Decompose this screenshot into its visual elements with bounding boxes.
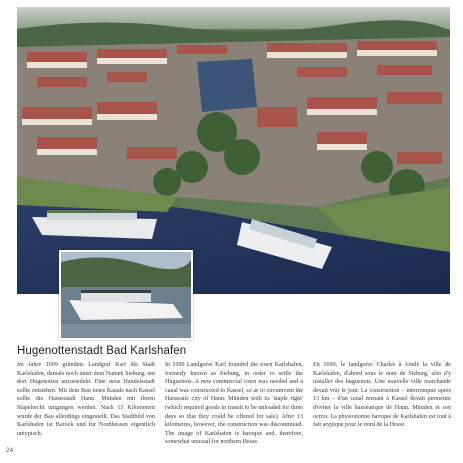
text-column-french: En 1699, le landgrave Charles à fondé la ville de Karlshafen, d'abord sous le nom de Sieburg, afin d'y installer des huguenots. Une nouvelle ville marchande devait voir le jour. La construction – interrompue après 13 km – d'un canal menant à Kassel devait permettre d'éviter la ville hanséatique de Hann. Münden et son octroi. La physionomie baroque de Karlshafen est tout à fait atypique pour le nord de la Hesse. <box>313 362 451 429</box>
text-column-german: Im Jahre 1699 gründete Landgraf Karl die Stadt Karlshafen, damals noch unter dem Namen Sieburg, um dort Hugenotten anzusiedeln. Eine neue Handelsstadt sollte entstehen. Mit dem Bau eines Kanals nach Kassel sollte die Hansestadt Hann. Münden mit ihrem Stapelrecht umgangen werden. Nach 13 Kilometern wurde der Bau allerdings eingestellt. Das Stadtbild von Karlshafen ist Barock und für Nordhessen eigentlich untypisch. <box>17 362 155 437</box>
page-number: 24 <box>6 447 14 454</box>
inset-boat-photo <box>59 250 193 340</box>
page-title: Hugenottenstadt Bad Karlshafen <box>17 345 187 357</box>
text-column-english: In 1699 Landgrave Karl founded the town Karlshafen, formerly known as Sieburg, in order to settle the Huguenots. A new commercial town was needed and a canal was constructed to Kassel, so as to circumvent the Hanseatic city of Hann. Münden with its 'staple right' (which required goods in transit to be unloaded for three days so that they could be offered for sale). After 13 kilometres, however, the construction was discontinued. The image of Karlshafen is baroque and, therefore, somewhat unusual for northern Hesse. <box>165 362 303 446</box>
inset-boat-illustration <box>61 252 191 338</box>
